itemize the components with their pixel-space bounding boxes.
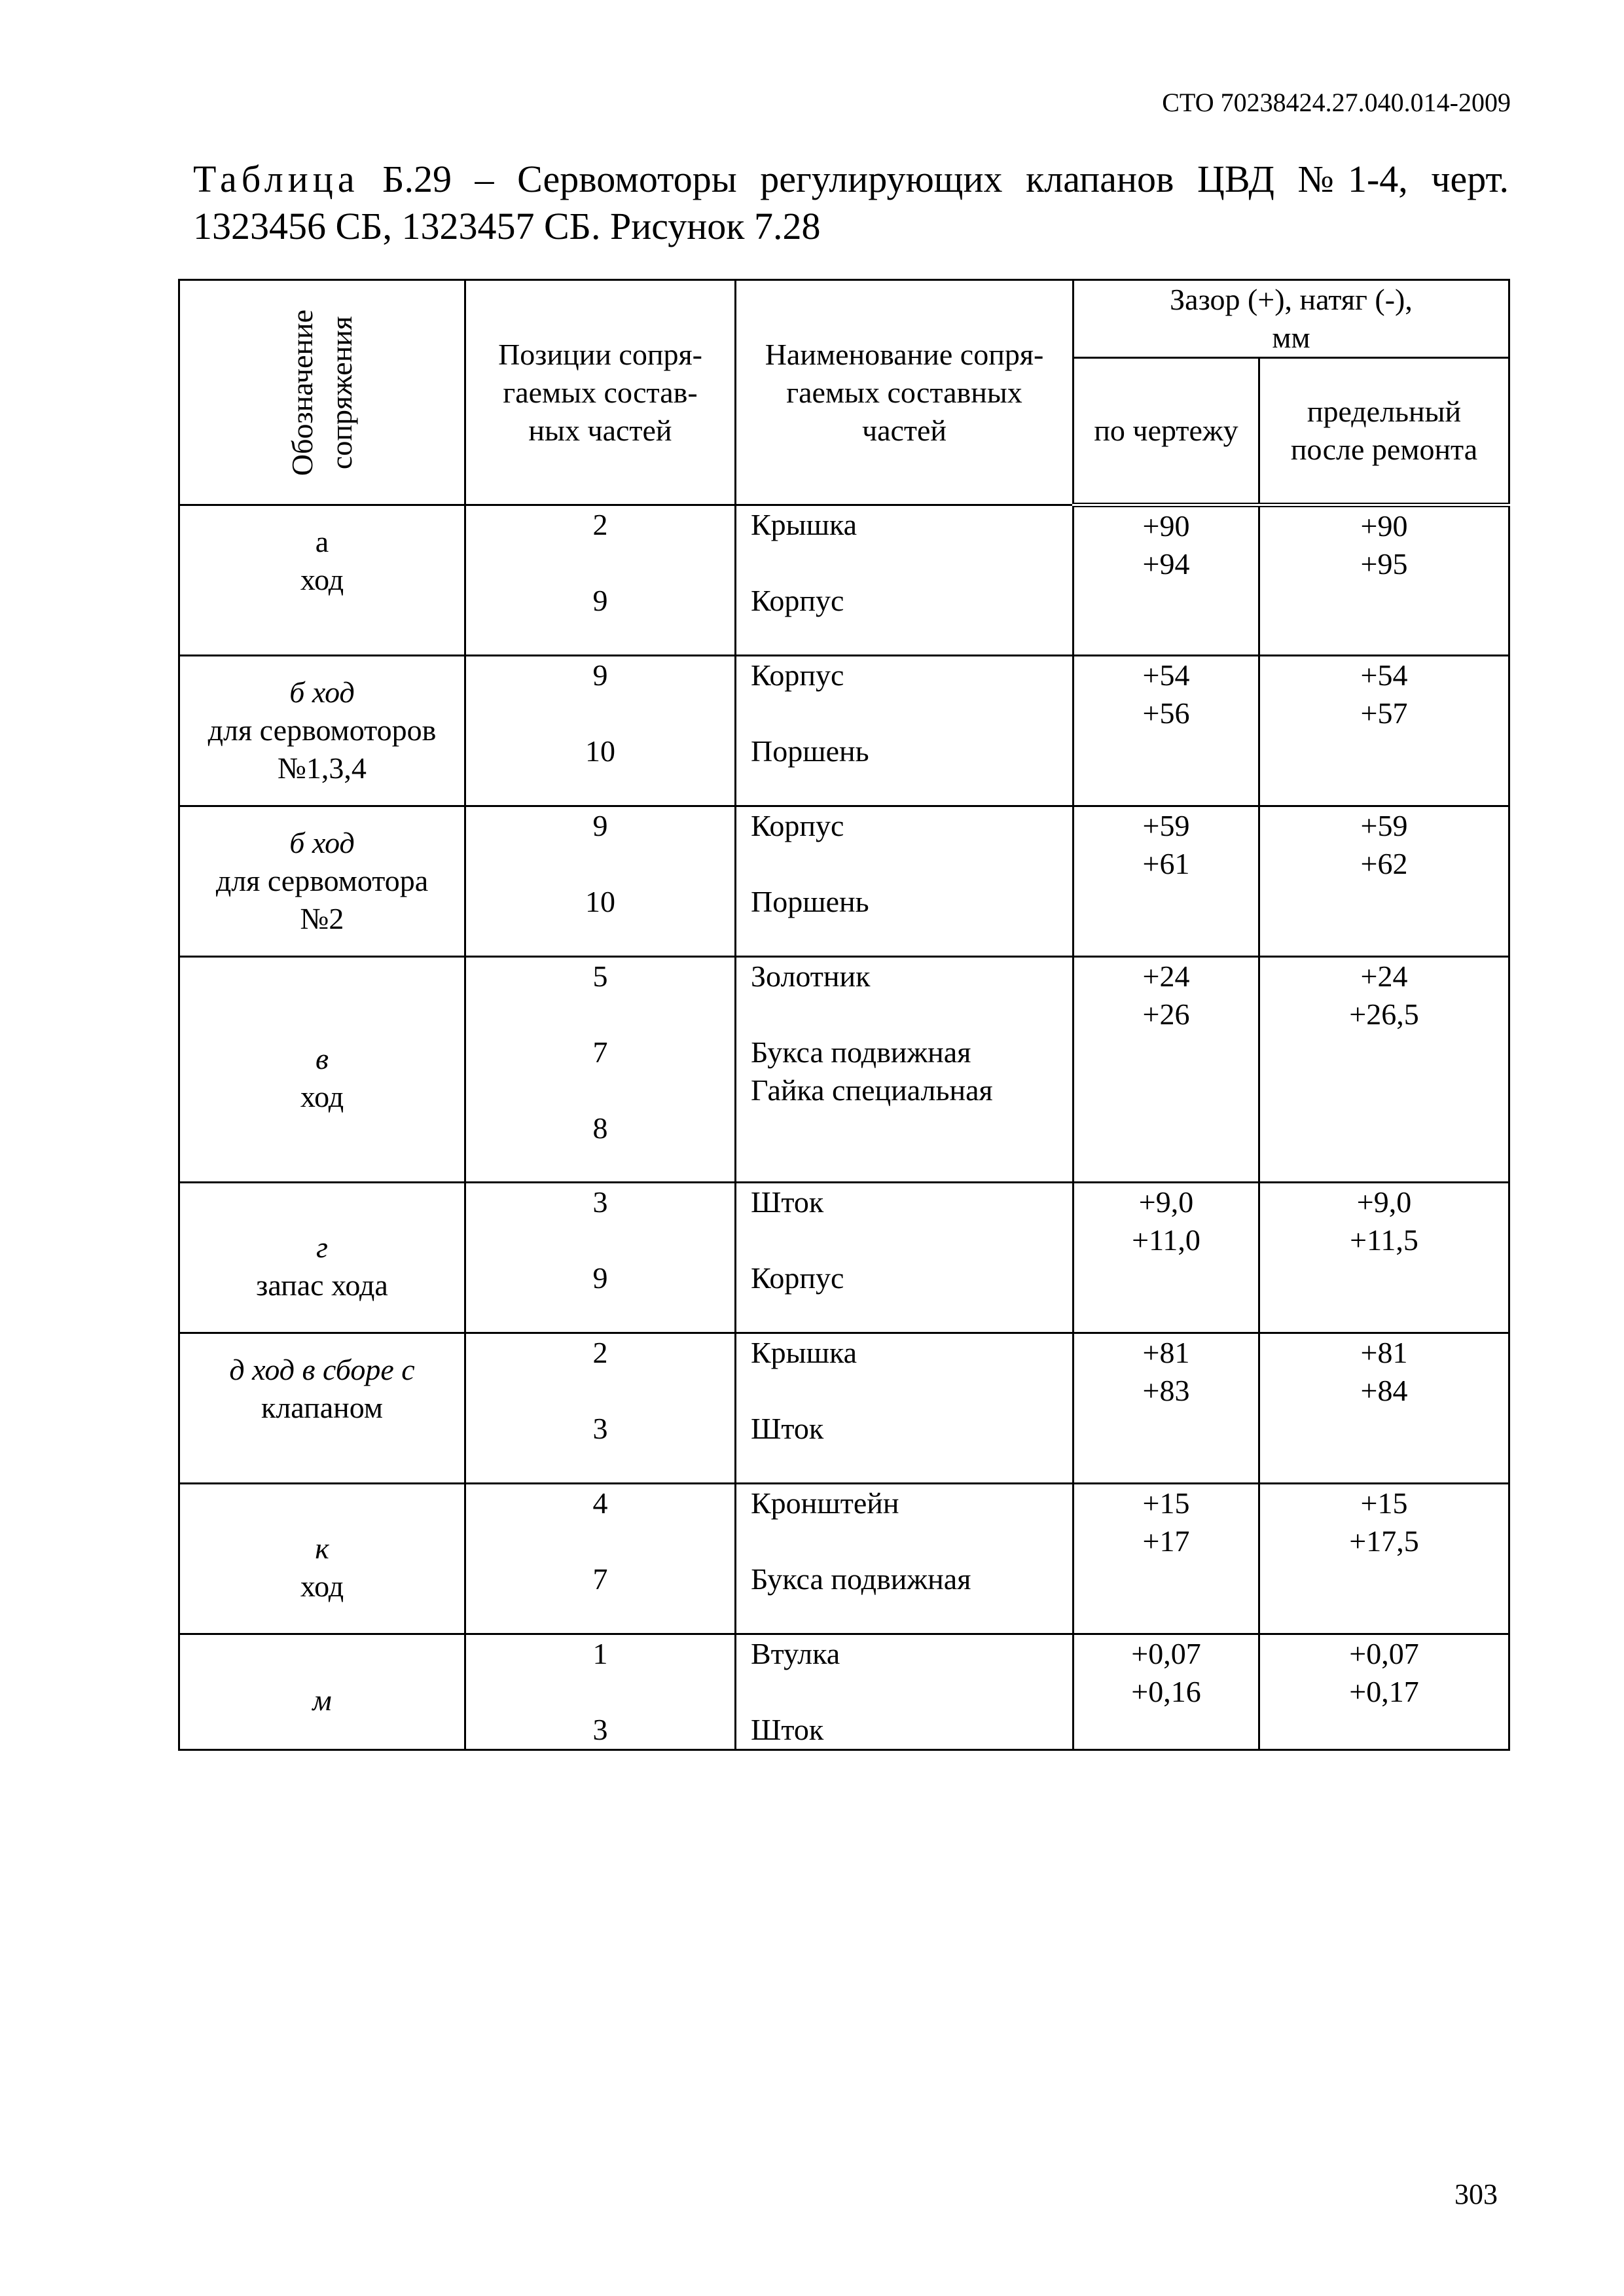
limit-value: +17,5 bbox=[1349, 1524, 1419, 1558]
name-line: Корпус bbox=[751, 809, 844, 842]
drawing-value: +59 bbox=[1142, 809, 1190, 842]
designation-line: запас хода bbox=[256, 1268, 388, 1302]
name-line bbox=[751, 1372, 1072, 1410]
drawing-value: +0,16 bbox=[1131, 1675, 1201, 1708]
drawing-cell bbox=[1074, 806, 1259, 957]
limit-cell bbox=[1259, 1333, 1509, 1484]
position-line bbox=[466, 1372, 734, 1410]
drawing-value: +90 bbox=[1142, 509, 1190, 543]
designation-line: №1,3,4 bbox=[278, 751, 367, 785]
position-line: 5 bbox=[592, 960, 608, 993]
designation-cell bbox=[179, 505, 465, 656]
position-line bbox=[466, 845, 734, 883]
name-line: Корпус bbox=[751, 584, 844, 617]
name-line bbox=[751, 544, 1072, 582]
limit-value: +11,5 bbox=[1350, 1223, 1418, 1257]
limit-value: +9,0 bbox=[1356, 1185, 1412, 1219]
header-positions: Позиции сопря-гаемых состав-ных частей bbox=[465, 280, 736, 505]
positions-cell bbox=[465, 505, 736, 656]
positions-cell bbox=[465, 1183, 736, 1333]
designation-line: б ход bbox=[289, 675, 355, 709]
name-line: Крышка bbox=[751, 508, 857, 541]
drawing-value: +15 bbox=[1142, 1486, 1190, 1520]
drawing-cell bbox=[1074, 1333, 1259, 1484]
position-line: 9 bbox=[592, 584, 608, 617]
position-line: 10 bbox=[585, 734, 615, 768]
position-line bbox=[466, 694, 734, 732]
position-line bbox=[466, 1522, 734, 1560]
position-line: 4 bbox=[592, 1486, 608, 1520]
names-cell bbox=[736, 505, 1074, 656]
table-row bbox=[179, 1333, 1509, 1484]
position-line: 8 bbox=[592, 1111, 608, 1145]
position-line: 9 bbox=[592, 809, 608, 842]
position-line: 2 bbox=[592, 508, 608, 541]
page-number: 303 bbox=[1454, 2178, 1498, 2210]
name-line: Поршень bbox=[751, 885, 869, 918]
names-cell bbox=[736, 1183, 1074, 1333]
names-cell bbox=[736, 806, 1074, 957]
drawing-value: +9,0 bbox=[1138, 1185, 1194, 1219]
names-cell bbox=[736, 656, 1074, 806]
positions-cell bbox=[465, 656, 736, 806]
designation-line: м bbox=[312, 1683, 332, 1717]
designation-line: для сервомотора bbox=[215, 864, 429, 897]
name-line: Втулка bbox=[751, 1637, 840, 1670]
limit-value: +0,07 bbox=[1349, 1637, 1419, 1670]
drawing-value: +81 bbox=[1142, 1336, 1190, 1369]
limit-value: +15 bbox=[1360, 1486, 1408, 1520]
name-line bbox=[751, 1673, 1072, 1711]
table-row bbox=[179, 957, 1509, 1183]
positions-cell bbox=[465, 1634, 736, 1750]
limit-cell bbox=[1259, 505, 1509, 656]
position-line bbox=[466, 1221, 734, 1259]
designation-line: б ход bbox=[289, 826, 355, 859]
positions-cell bbox=[465, 1484, 736, 1634]
limit-cell bbox=[1259, 656, 1509, 806]
position-line: 2 bbox=[592, 1336, 608, 1369]
drawing-cell bbox=[1074, 656, 1259, 806]
header-designation-text: Обозначение сопряжения bbox=[285, 309, 358, 476]
designation-line: клапаном bbox=[261, 1391, 383, 1424]
designation-line: д ход в сборе с bbox=[229, 1353, 415, 1386]
drawing-value: +56 bbox=[1142, 696, 1190, 730]
caption-word: Таблица bbox=[193, 158, 359, 200]
name-line: Букса подвижная bbox=[751, 1035, 971, 1069]
limit-value: +59 bbox=[1360, 809, 1408, 842]
limit-cell bbox=[1259, 806, 1509, 957]
designation-line: для сервомоторов bbox=[208, 713, 437, 747]
positions-cell bbox=[465, 1333, 736, 1484]
limit-cell bbox=[1259, 1484, 1509, 1634]
position-line: 7 bbox=[592, 1562, 608, 1596]
drawing-cell bbox=[1074, 1634, 1259, 1750]
limit-value: +24 bbox=[1360, 960, 1408, 993]
limit-value: +62 bbox=[1360, 847, 1408, 880]
header-by-drawing: по чертежу bbox=[1074, 358, 1259, 505]
designation-line: №2 bbox=[300, 902, 344, 935]
drawing-value: +17 bbox=[1142, 1524, 1190, 1558]
drawing-cell bbox=[1074, 1484, 1259, 1634]
designation-line: ход bbox=[300, 1569, 344, 1603]
name-line: Корпус bbox=[751, 1261, 844, 1295]
name-line bbox=[751, 996, 1072, 1033]
designation-cell bbox=[179, 656, 465, 806]
designation-line: ход bbox=[300, 563, 344, 596]
limit-value: +95 bbox=[1360, 547, 1408, 581]
limit-value: +26,5 bbox=[1349, 997, 1419, 1031]
limit-value: +57 bbox=[1360, 696, 1408, 730]
header-designation bbox=[179, 280, 465, 505]
designation-line: ход bbox=[300, 1080, 344, 1113]
name-line: Золотник bbox=[751, 960, 871, 993]
designation-line: г bbox=[316, 1230, 328, 1264]
position-line: 9 bbox=[592, 1261, 608, 1295]
drawing-value: +94 bbox=[1142, 547, 1190, 581]
table-row bbox=[179, 1634, 1509, 1750]
drawing-value: +26 bbox=[1142, 997, 1190, 1031]
table-body bbox=[179, 505, 1509, 1750]
limit-value: +81 bbox=[1360, 1336, 1408, 1369]
positions-cell bbox=[465, 806, 736, 957]
name-line: Крышка bbox=[751, 1336, 857, 1369]
header-limit: предельный после ремонта bbox=[1259, 358, 1509, 505]
drawing-value: +11,0 bbox=[1132, 1223, 1200, 1257]
table-row bbox=[179, 806, 1509, 957]
position-line bbox=[466, 1071, 734, 1109]
names-cell bbox=[736, 1634, 1074, 1750]
table-row bbox=[179, 505, 1509, 656]
name-line: Кронштейн bbox=[751, 1486, 899, 1520]
drawing-value: +54 bbox=[1142, 658, 1190, 692]
name-line: Поршень bbox=[751, 734, 869, 768]
drawing-cell bbox=[1074, 957, 1259, 1183]
limit-cell bbox=[1259, 1183, 1509, 1333]
limit-value: +90 bbox=[1360, 509, 1408, 543]
drawing-value: +83 bbox=[1142, 1374, 1190, 1407]
name-line bbox=[751, 694, 1072, 732]
limit-cell bbox=[1259, 1634, 1509, 1750]
names-cell bbox=[736, 957, 1074, 1183]
name-line: Корпус bbox=[751, 658, 844, 692]
position-line: 7 bbox=[592, 1035, 608, 1069]
name-line: Гайка специальная bbox=[751, 1073, 993, 1107]
positions-cell bbox=[465, 957, 736, 1183]
designation-cell bbox=[179, 1183, 465, 1333]
table-caption bbox=[193, 156, 1509, 250]
limit-value: +84 bbox=[1360, 1374, 1408, 1407]
drawing-value: +61 bbox=[1142, 847, 1190, 880]
name-line bbox=[751, 1522, 1072, 1560]
name-line: Шток bbox=[751, 1412, 824, 1445]
header-gap: Зазор (+), натяг (-), мм bbox=[1074, 280, 1509, 358]
designation-cell bbox=[179, 957, 465, 1183]
drawing-cell bbox=[1074, 1183, 1259, 1333]
limit-value: +54 bbox=[1360, 658, 1408, 692]
designation-cell bbox=[179, 1484, 465, 1634]
position-line: 10 bbox=[585, 885, 615, 918]
limit-cell bbox=[1259, 957, 1509, 1183]
designation-cell bbox=[179, 1333, 465, 1484]
name-line bbox=[751, 845, 1072, 883]
limit-value: +0,17 bbox=[1349, 1675, 1419, 1708]
name-line bbox=[751, 1221, 1072, 1259]
designation-cell bbox=[179, 806, 465, 957]
designation-line: в bbox=[316, 1042, 329, 1075]
position-line bbox=[466, 996, 734, 1033]
position-line bbox=[466, 544, 734, 582]
drawing-value: +0,07 bbox=[1131, 1637, 1201, 1670]
position-line: 3 bbox=[592, 1713, 608, 1746]
document-code: СТО 70238424.27.040.014-2009 bbox=[1162, 88, 1511, 117]
names-cell bbox=[736, 1333, 1074, 1484]
name-line: Шток bbox=[751, 1713, 824, 1746]
position-line: 1 bbox=[592, 1637, 608, 1670]
position-line bbox=[466, 1673, 734, 1711]
drawing-cell bbox=[1074, 505, 1259, 656]
drawing-value: +24 bbox=[1142, 960, 1190, 993]
header-names: Наименование сопря-гаемых составных частей bbox=[736, 280, 1074, 505]
position-line: 3 bbox=[592, 1412, 608, 1445]
position-line: 3 bbox=[592, 1185, 608, 1219]
clearance-table bbox=[178, 279, 1510, 1751]
table-row bbox=[179, 656, 1509, 806]
designation-line: а bbox=[315, 525, 329, 558]
name-line: Букса подвижная bbox=[751, 1562, 971, 1596]
position-line: 9 bbox=[592, 658, 608, 692]
caption-text: Б.29 – Сервомоторы регулирующих клапанов ЦВД №1-4, черт. 1323456 СБ, 1323457 СБ. Рисунок 7.28 bbox=[193, 158, 1509, 247]
name-line: Шток bbox=[751, 1185, 824, 1219]
table-row bbox=[179, 1484, 1509, 1634]
table-row bbox=[179, 1183, 1509, 1333]
names-cell bbox=[736, 1484, 1074, 1634]
designation-line: к bbox=[315, 1531, 329, 1565]
designation-cell bbox=[179, 1634, 465, 1750]
